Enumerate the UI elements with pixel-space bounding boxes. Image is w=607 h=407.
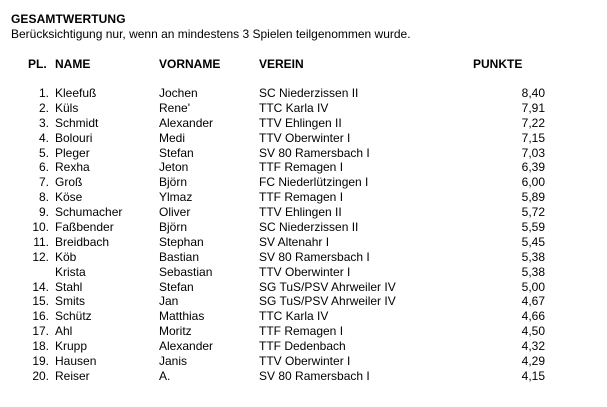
name-cell: Schumacher bbox=[55, 205, 123, 220]
rank-cell: 5. bbox=[38, 145, 49, 160]
verein-cell: TTF Remagen I bbox=[259, 160, 344, 175]
verein-cell: TTC Karla IV bbox=[259, 100, 329, 115]
verein-cell: TTV Ehlingen II bbox=[259, 115, 342, 130]
table-row bbox=[0, 324, 607, 339]
vorname-cell: Stefan bbox=[159, 145, 194, 160]
table-row bbox=[0, 220, 607, 235]
verein-cell: TTC Karla IV bbox=[259, 309, 329, 324]
rank-cell: 9. bbox=[38, 205, 49, 220]
vorname-cell: Jan bbox=[159, 294, 179, 309]
table-row bbox=[0, 250, 607, 265]
name-cell: Schütz bbox=[55, 309, 92, 324]
name-cell: Schmidt bbox=[55, 115, 99, 130]
verein-cell: TTV Ehlingen II bbox=[259, 205, 342, 220]
verein-cell: TTV Oberwinter I bbox=[259, 130, 351, 145]
punkte-cell: 5,89 bbox=[521, 190, 545, 205]
punkte-cell: 7,91 bbox=[521, 100, 545, 115]
header-punkte: PUNKTE bbox=[473, 57, 523, 71]
verein-cell: TTV Oberwinter I bbox=[259, 264, 351, 279]
vorname-cell: Jeton bbox=[159, 160, 189, 175]
rank-cell: 1. bbox=[38, 86, 49, 100]
name-cell: Hausen bbox=[55, 354, 97, 369]
rank-cell: 10. bbox=[32, 220, 49, 235]
punkte-cell: 6,00 bbox=[521, 175, 545, 190]
name-cell: Breidbach bbox=[55, 234, 110, 249]
punkte-cell: 5,59 bbox=[521, 220, 545, 235]
vorname-cell: Jochen bbox=[159, 86, 198, 100]
rank-cell: 12. bbox=[32, 249, 49, 264]
punkte-cell: 5,45 bbox=[521, 234, 545, 249]
verein-cell: TTF Dedenbach bbox=[259, 339, 346, 354]
vorname-cell: Rene' bbox=[159, 100, 190, 115]
name-cell: Bolouri bbox=[55, 130, 93, 145]
verein-cell: TTF Remagen I bbox=[259, 190, 344, 205]
rank-cell: 7. bbox=[38, 175, 49, 190]
table-row bbox=[0, 101, 607, 116]
table-row bbox=[0, 369, 607, 384]
punkte-cell: 6,39 bbox=[521, 160, 545, 175]
punkte-cell: 5,38 bbox=[521, 249, 545, 264]
name-cell: Pleger bbox=[55, 145, 90, 160]
verein-cell: SV Altenahr I bbox=[259, 234, 330, 249]
verein-cell: TTF Remagen I bbox=[259, 324, 344, 339]
name-cell: Rexha bbox=[55, 160, 90, 175]
punkte-cell: 7,15 bbox=[521, 130, 545, 145]
verein-cell: SV 80 Ramersbach I bbox=[259, 368, 370, 383]
header-vorname: VORNAME bbox=[159, 57, 221, 71]
punkte-cell: 4,32 bbox=[521, 339, 545, 354]
verein-cell: TTV Oberwinter I bbox=[259, 354, 351, 369]
page-subtitle: Berücksichtigung nur, wenn an mindestens 3 Spielen teilgenommen wurde. bbox=[11, 27, 411, 41]
vorname-cell: Bastian bbox=[159, 249, 200, 264]
name-cell: Köse bbox=[55, 190, 83, 205]
verein-cell: SC Niederzissen II bbox=[259, 220, 359, 235]
table-row bbox=[0, 294, 607, 309]
punkte-cell: 4,66 bbox=[521, 309, 545, 324]
ranking-table bbox=[0, 86, 607, 384]
verein-cell: SV 80 Ramersbach I bbox=[259, 145, 370, 160]
name-cell: Kleefuß bbox=[55, 86, 97, 100]
vorname-cell: A. bbox=[159, 368, 171, 383]
rank-cell: 11. bbox=[33, 234, 49, 249]
name-cell: Stahl bbox=[55, 279, 83, 294]
name-cell: Köb bbox=[55, 249, 77, 264]
vorname-cell: Moritz bbox=[159, 324, 192, 339]
rank-cell: 15. bbox=[32, 294, 49, 309]
table-row bbox=[0, 175, 607, 190]
name-cell: Küls bbox=[55, 100, 79, 115]
rank-cell: 6. bbox=[38, 160, 49, 175]
name-cell: Reiser bbox=[55, 368, 90, 383]
name-cell: Groß bbox=[55, 175, 83, 190]
header-verein: VEREIN bbox=[259, 57, 304, 71]
page-title: GESAMTWERTUNG bbox=[11, 12, 126, 26]
rank-cell: 14. bbox=[32, 279, 49, 294]
vorname-cell: Stefan bbox=[159, 279, 194, 294]
vorname-cell: Stephan bbox=[159, 234, 204, 249]
verein-cell: SG TuS/PSV Ahrweiler IV bbox=[259, 294, 396, 309]
vorname-cell: Oliver bbox=[159, 205, 191, 220]
verein-cell: FC Niederlützingen I bbox=[259, 175, 369, 190]
header-pl: PL. bbox=[28, 57, 47, 71]
punkte-cell: 4,15 bbox=[521, 368, 545, 383]
rank-cell: 16. bbox=[32, 309, 49, 324]
punkte-cell: 7,22 bbox=[521, 115, 545, 130]
vorname-cell: Alexander bbox=[159, 339, 214, 354]
punkte-cell: 5,38 bbox=[521, 264, 545, 279]
vorname-cell: Sebastian bbox=[159, 264, 213, 279]
vorname-cell: Medi bbox=[159, 130, 186, 145]
rank-cell: 2. bbox=[38, 100, 49, 115]
table-row bbox=[0, 190, 607, 205]
vorname-cell: Björn bbox=[159, 220, 188, 235]
vorname-cell: Alexander bbox=[159, 115, 214, 130]
name-cell: Smits bbox=[55, 294, 85, 309]
punkte-cell: 4,29 bbox=[521, 354, 545, 369]
punkte-cell: 5,00 bbox=[521, 279, 545, 294]
table-row bbox=[0, 309, 607, 324]
table-row bbox=[0, 160, 607, 175]
name-cell: Krupp bbox=[55, 339, 88, 354]
table-row bbox=[0, 265, 607, 280]
header-name: NAME bbox=[55, 57, 91, 71]
rank-cell: 8. bbox=[38, 190, 49, 205]
punkte-cell: 4,50 bbox=[521, 324, 545, 339]
verein-cell: SV 80 Ramersbach I bbox=[259, 249, 370, 264]
vorname-cell: Ylmaz bbox=[159, 190, 193, 205]
table-row bbox=[0, 205, 607, 220]
name-cell: Ahl bbox=[55, 324, 73, 339]
rank-cell: 4. bbox=[38, 130, 49, 145]
rank-cell: 18. bbox=[32, 339, 49, 354]
punkte-cell: 7,03 bbox=[521, 145, 545, 160]
vorname-cell: Björn bbox=[159, 175, 188, 190]
vorname-cell: Janis bbox=[159, 354, 188, 369]
table-row bbox=[0, 116, 607, 131]
table-row bbox=[0, 86, 607, 101]
table-row bbox=[0, 354, 607, 369]
rank-cell: 17. bbox=[32, 324, 49, 339]
table-row bbox=[0, 280, 607, 295]
table-row bbox=[0, 339, 607, 354]
punkte-cell: 5,72 bbox=[521, 205, 545, 220]
verein-cell: SG TuS/PSV Ahrweiler IV bbox=[259, 279, 396, 294]
table-row bbox=[0, 131, 607, 146]
verein-cell: SC Niederzissen II bbox=[259, 86, 359, 100]
name-cell: Faßbender bbox=[55, 220, 114, 235]
table-row bbox=[0, 235, 607, 250]
rank-cell: 3. bbox=[38, 115, 49, 130]
rank-cell: 19. bbox=[32, 354, 49, 369]
table-row bbox=[0, 146, 607, 161]
punkte-cell: 8,40 bbox=[521, 86, 545, 100]
punkte-cell: 4,67 bbox=[521, 294, 545, 309]
name-cell: Krista bbox=[55, 264, 86, 279]
rank-cell: 20. bbox=[32, 368, 49, 383]
vorname-cell: Matthias bbox=[159, 309, 205, 324]
